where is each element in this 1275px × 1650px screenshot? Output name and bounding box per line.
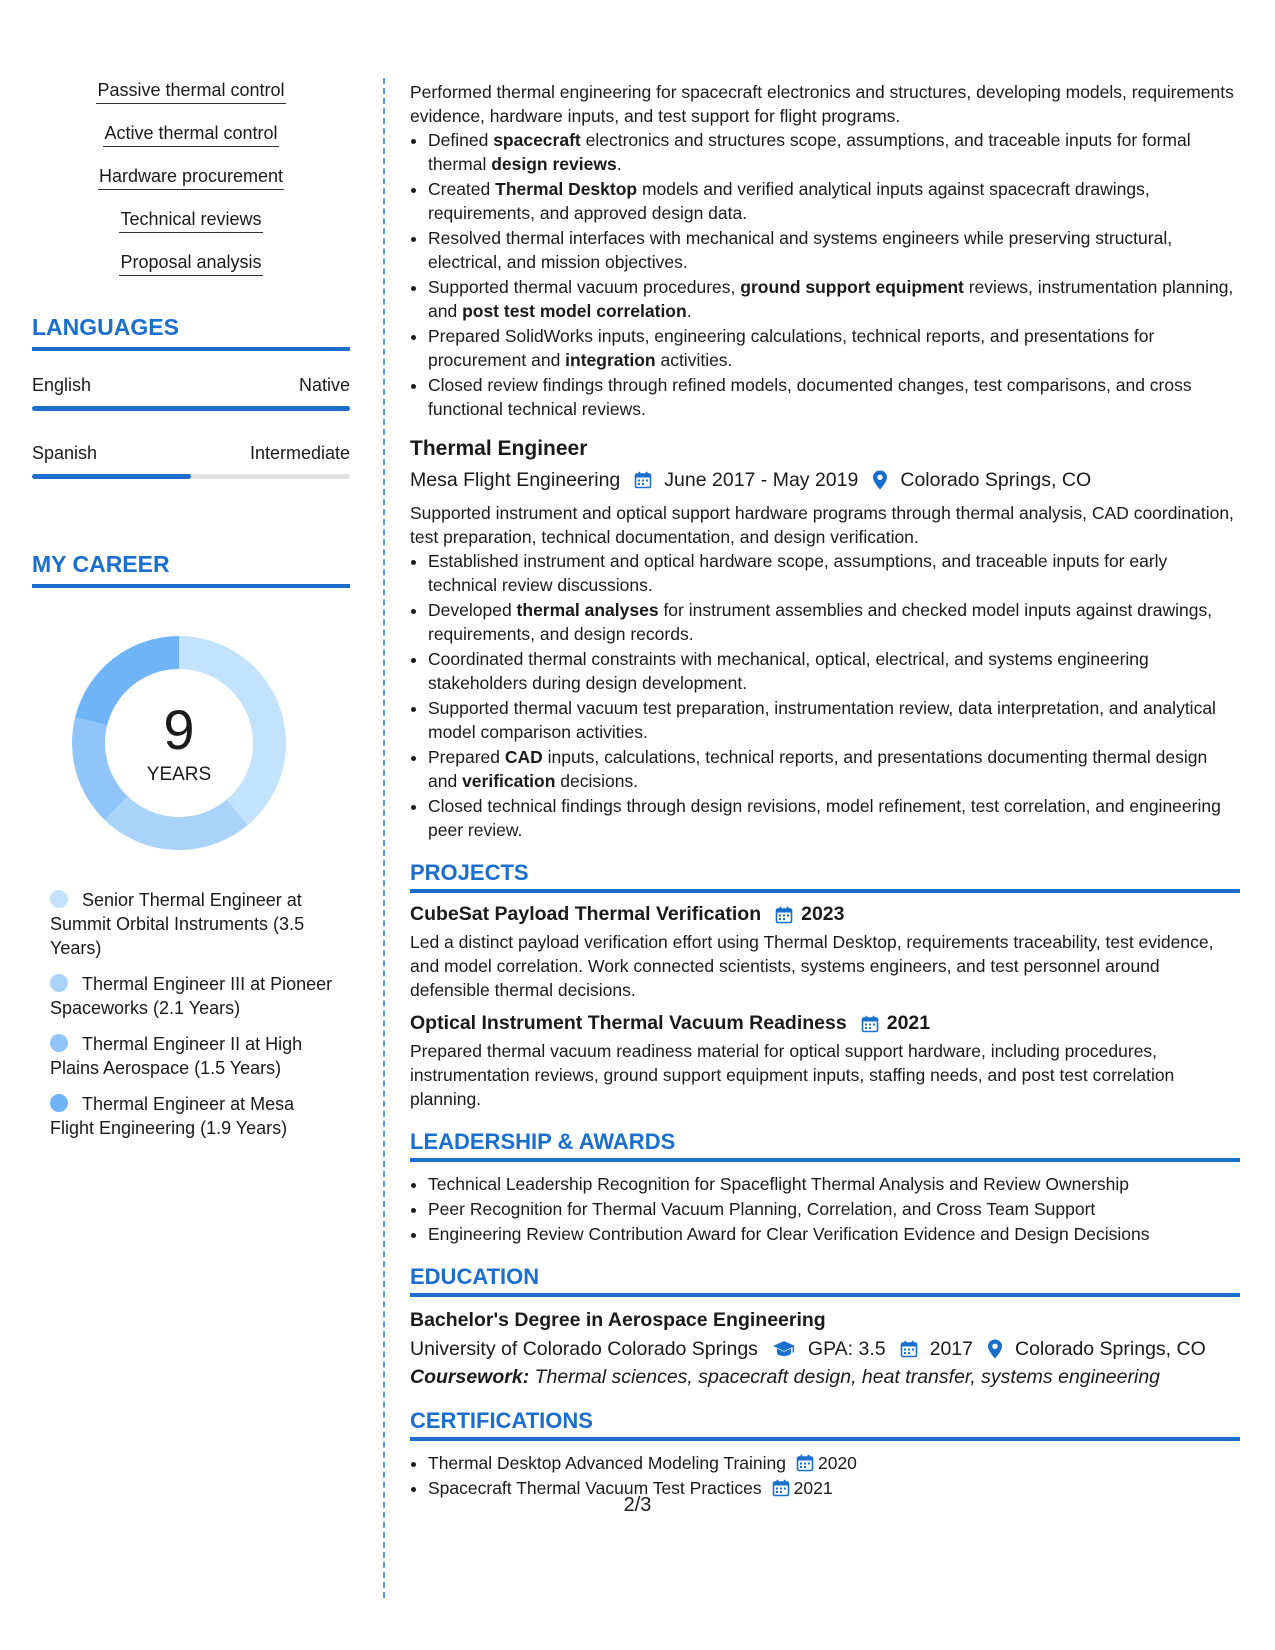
list-item: • Established instrument and optical hardware scope, assumptions, and traceable inputs for early technical review discussions. — [428, 549, 1240, 597]
language-bar — [32, 406, 350, 411]
cert-name: • Spacecraft Thermal Vacuum Test Practices — [428, 1478, 762, 1498]
calendar-icon — [634, 471, 652, 489]
job-bullets — [410, 128, 1240, 421]
list-item: • Developed thermal analyses for instrument assemblies and checked model inputs against drawings, requirements, and design records. — [428, 598, 1240, 646]
coursework-label: Coursework: — [410, 1366, 530, 1388]
skill-item: Technical reviews — [32, 207, 350, 233]
donut-center — [64, 700, 294, 786]
job-dates: June 2017 - May 2019 — [664, 469, 859, 491]
language-row — [32, 373, 350, 397]
certifications-list — [410, 1451, 1240, 1500]
list-item: • Supported thermal vacuum test preparation, instrumentation review, data interpretation, and analytical model comparison activities. — [428, 696, 1240, 744]
coursework-text: Thermal sciences, spacecraft design, heat transfer, systems engineering — [534, 1366, 1161, 1388]
school-name: University of Colorado Colorado Springs — [410, 1338, 758, 1360]
legend-item: Senior Thermal Engineer at Summit Orbital Instruments (3.5 Years) — [50, 890, 305, 958]
calendar-icon — [900, 1340, 918, 1358]
coursework — [410, 1364, 1240, 1390]
project-title: Optical Instrument Thermal Vacuum Readiness — [410, 1012, 847, 1034]
graduation-cap-icon — [772, 1340, 796, 1358]
column-divider — [383, 78, 385, 1598]
legend-dot — [50, 974, 68, 992]
cert-year: 2020 — [817, 1453, 857, 1473]
legend-dot — [50, 1034, 68, 1052]
language-bar-fill — [32, 406, 350, 411]
career-legend — [32, 888, 350, 1140]
project-year: 2021 — [886, 1012, 931, 1034]
languages-section — [32, 314, 350, 479]
graduation-year: 2017 — [929, 1338, 973, 1360]
location-pin-icon — [872, 470, 888, 490]
projects-heading: PROJECTS — [410, 860, 1240, 893]
certifications-heading: CERTIFICATIONS — [410, 1408, 1240, 1441]
donut-segment — [105, 796, 248, 850]
job-summary: Supported instrument and optical support hardware programs through thermal analysis, CAD coordination, test preparation, technical documentation, and design verification. — [410, 503, 1234, 547]
job-location: Colorado Springs, CO — [900, 469, 1092, 491]
list-item: • Coordinated thermal constraints with mechanical, optical, electrical, and systems engineering stakeholders during design development. — [428, 647, 1240, 695]
list-item: • Closed review findings through refined models, documented changes, test comparisons, and cross functional technical reviews. — [428, 373, 1240, 421]
cert-name: • Thermal Desktop Advanced Modeling Training — [428, 1453, 786, 1473]
job-bullets — [410, 549, 1240, 842]
career-section — [32, 551, 350, 1140]
calendar-icon — [861, 1015, 879, 1033]
language-row — [32, 441, 350, 465]
legend-item: Thermal Engineer II at High Plains Aerospace (1.5 Years) — [50, 1034, 303, 1078]
skills-list — [32, 78, 350, 276]
languages-heading: LANGUAGES — [32, 314, 350, 351]
list-item: • Defined spacecraft electronics and structures scope, assumptions, and traceable inputs for formal thermal design reviews. — [428, 128, 1240, 176]
skill-item: Hardware procurement — [32, 164, 350, 190]
legend-dot — [50, 1094, 68, 1112]
page-number: 2/3 — [623, 1494, 652, 1516]
education-heading: EDUCATION — [410, 1264, 1240, 1297]
list-item: • Created Thermal Desktop models and verified analytical inputs against spacecraft drawings, requirements, and approved design data. — [428, 177, 1240, 225]
skill-item: Passive thermal control — [32, 78, 350, 104]
project-title-row — [410, 1012, 1240, 1035]
right-column — [410, 80, 1240, 1501]
language-name: English — [32, 375, 92, 395]
job-meta — [410, 467, 1240, 493]
project-title: CubeSat Payload Thermal Verification — [410, 903, 762, 925]
skill-item: Proposal analysis — [32, 250, 350, 276]
project-description: Led a distinct payload verification effort using Thermal Desktop, requirements traceability, test evidence, and model correlation. Work connected scientists, systems engineers, and test personnel around defensible thermal decisions. — [410, 932, 1214, 1000]
education-meta — [410, 1336, 1240, 1362]
language-level: Native — [298, 375, 350, 395]
list-item — [428, 1451, 1240, 1475]
left-column — [32, 78, 350, 1152]
project-description: Prepared thermal vacuum readiness material for optical support hardware, including procedures, instrumentation reviews, ground support equipment inputs, staffing needs, and post test correlation planning. — [410, 1041, 1175, 1109]
career-total-years: 9 — [163, 698, 195, 761]
list-item: • Resolved thermal interfaces with mechanical and systems engineers while preserving structural, electrical, and mission objectives. — [428, 226, 1240, 274]
degree-title: Bachelor's Degree in Aerospace Engineering — [410, 1309, 826, 1331]
list-item: • Supported thermal vacuum procedures, ground support equipment reviews, instrumentation planning, and post test model correlation. — [428, 275, 1240, 323]
list-item: • Technical Leadership Recognition for Spaceflight Thermal Analysis and Review Ownership — [428, 1172, 1240, 1196]
calendar-icon — [796, 1454, 814, 1472]
career-heading: MY CAREER — [32, 551, 350, 588]
legend-dot — [50, 890, 68, 908]
language-name: Spanish — [32, 443, 98, 463]
cert-year: 2021 — [793, 1478, 833, 1498]
list-item: • Closed technical findings through design revisions, model refinement, test correlation, and engineering peer review. — [428, 794, 1240, 842]
language-level: Intermediate — [249, 443, 350, 463]
leadership-list — [410, 1172, 1240, 1246]
legend-item: Thermal Engineer at Mesa Flight Engineering (1.9 Years) — [50, 1094, 295, 1138]
list-item: • Peer Recognition for Thermal Vacuum Planning, Correlation, and Cross Team Support — [428, 1197, 1240, 1221]
legend-item: Thermal Engineer III at Pioneer Spaceworks (2.1 Years) — [50, 974, 333, 1018]
language-bar-fill — [32, 474, 191, 479]
skill-item: Active thermal control — [32, 121, 350, 147]
leadership-heading: LEADERSHIP & AWARDS — [410, 1129, 1240, 1162]
job-summary: Performed thermal engineering for spacecraft electronics and structures, developing models, requirements evidence, hardware inputs, and test support for flight programs. — [410, 82, 1234, 126]
project-entry — [410, 1012, 1240, 1111]
career-donut-chart — [64, 628, 294, 858]
location-pin-icon — [987, 1339, 1003, 1359]
school-location: Colorado Springs, CO — [1015, 1338, 1206, 1360]
list-item: • Prepared SolidWorks inputs, engineering calculations, technical reports, and presentations for procurement and integration activities. — [428, 324, 1240, 372]
career-total-label: YEARS — [146, 764, 212, 785]
job-title: Thermal Engineer — [410, 437, 588, 460]
gpa: GPA: 3.5 — [807, 1338, 886, 1360]
job-entry — [410, 437, 1240, 842]
calendar-icon — [775, 906, 793, 924]
list-item: • Prepared CAD inputs, calculations, technical reports, and presentations documenting thermal design and verification decisions. — [428, 745, 1240, 793]
project-title-row — [410, 903, 1240, 926]
project-year: 2023 — [801, 903, 845, 925]
list-item: • Engineering Review Contribution Award for Clear Verification Evidence and Design Decisions — [428, 1222, 1240, 1246]
project-entry — [410, 903, 1240, 1002]
language-bar — [32, 474, 350, 479]
job-entry — [410, 80, 1240, 421]
company-name: Mesa Flight Engineering — [410, 469, 621, 491]
